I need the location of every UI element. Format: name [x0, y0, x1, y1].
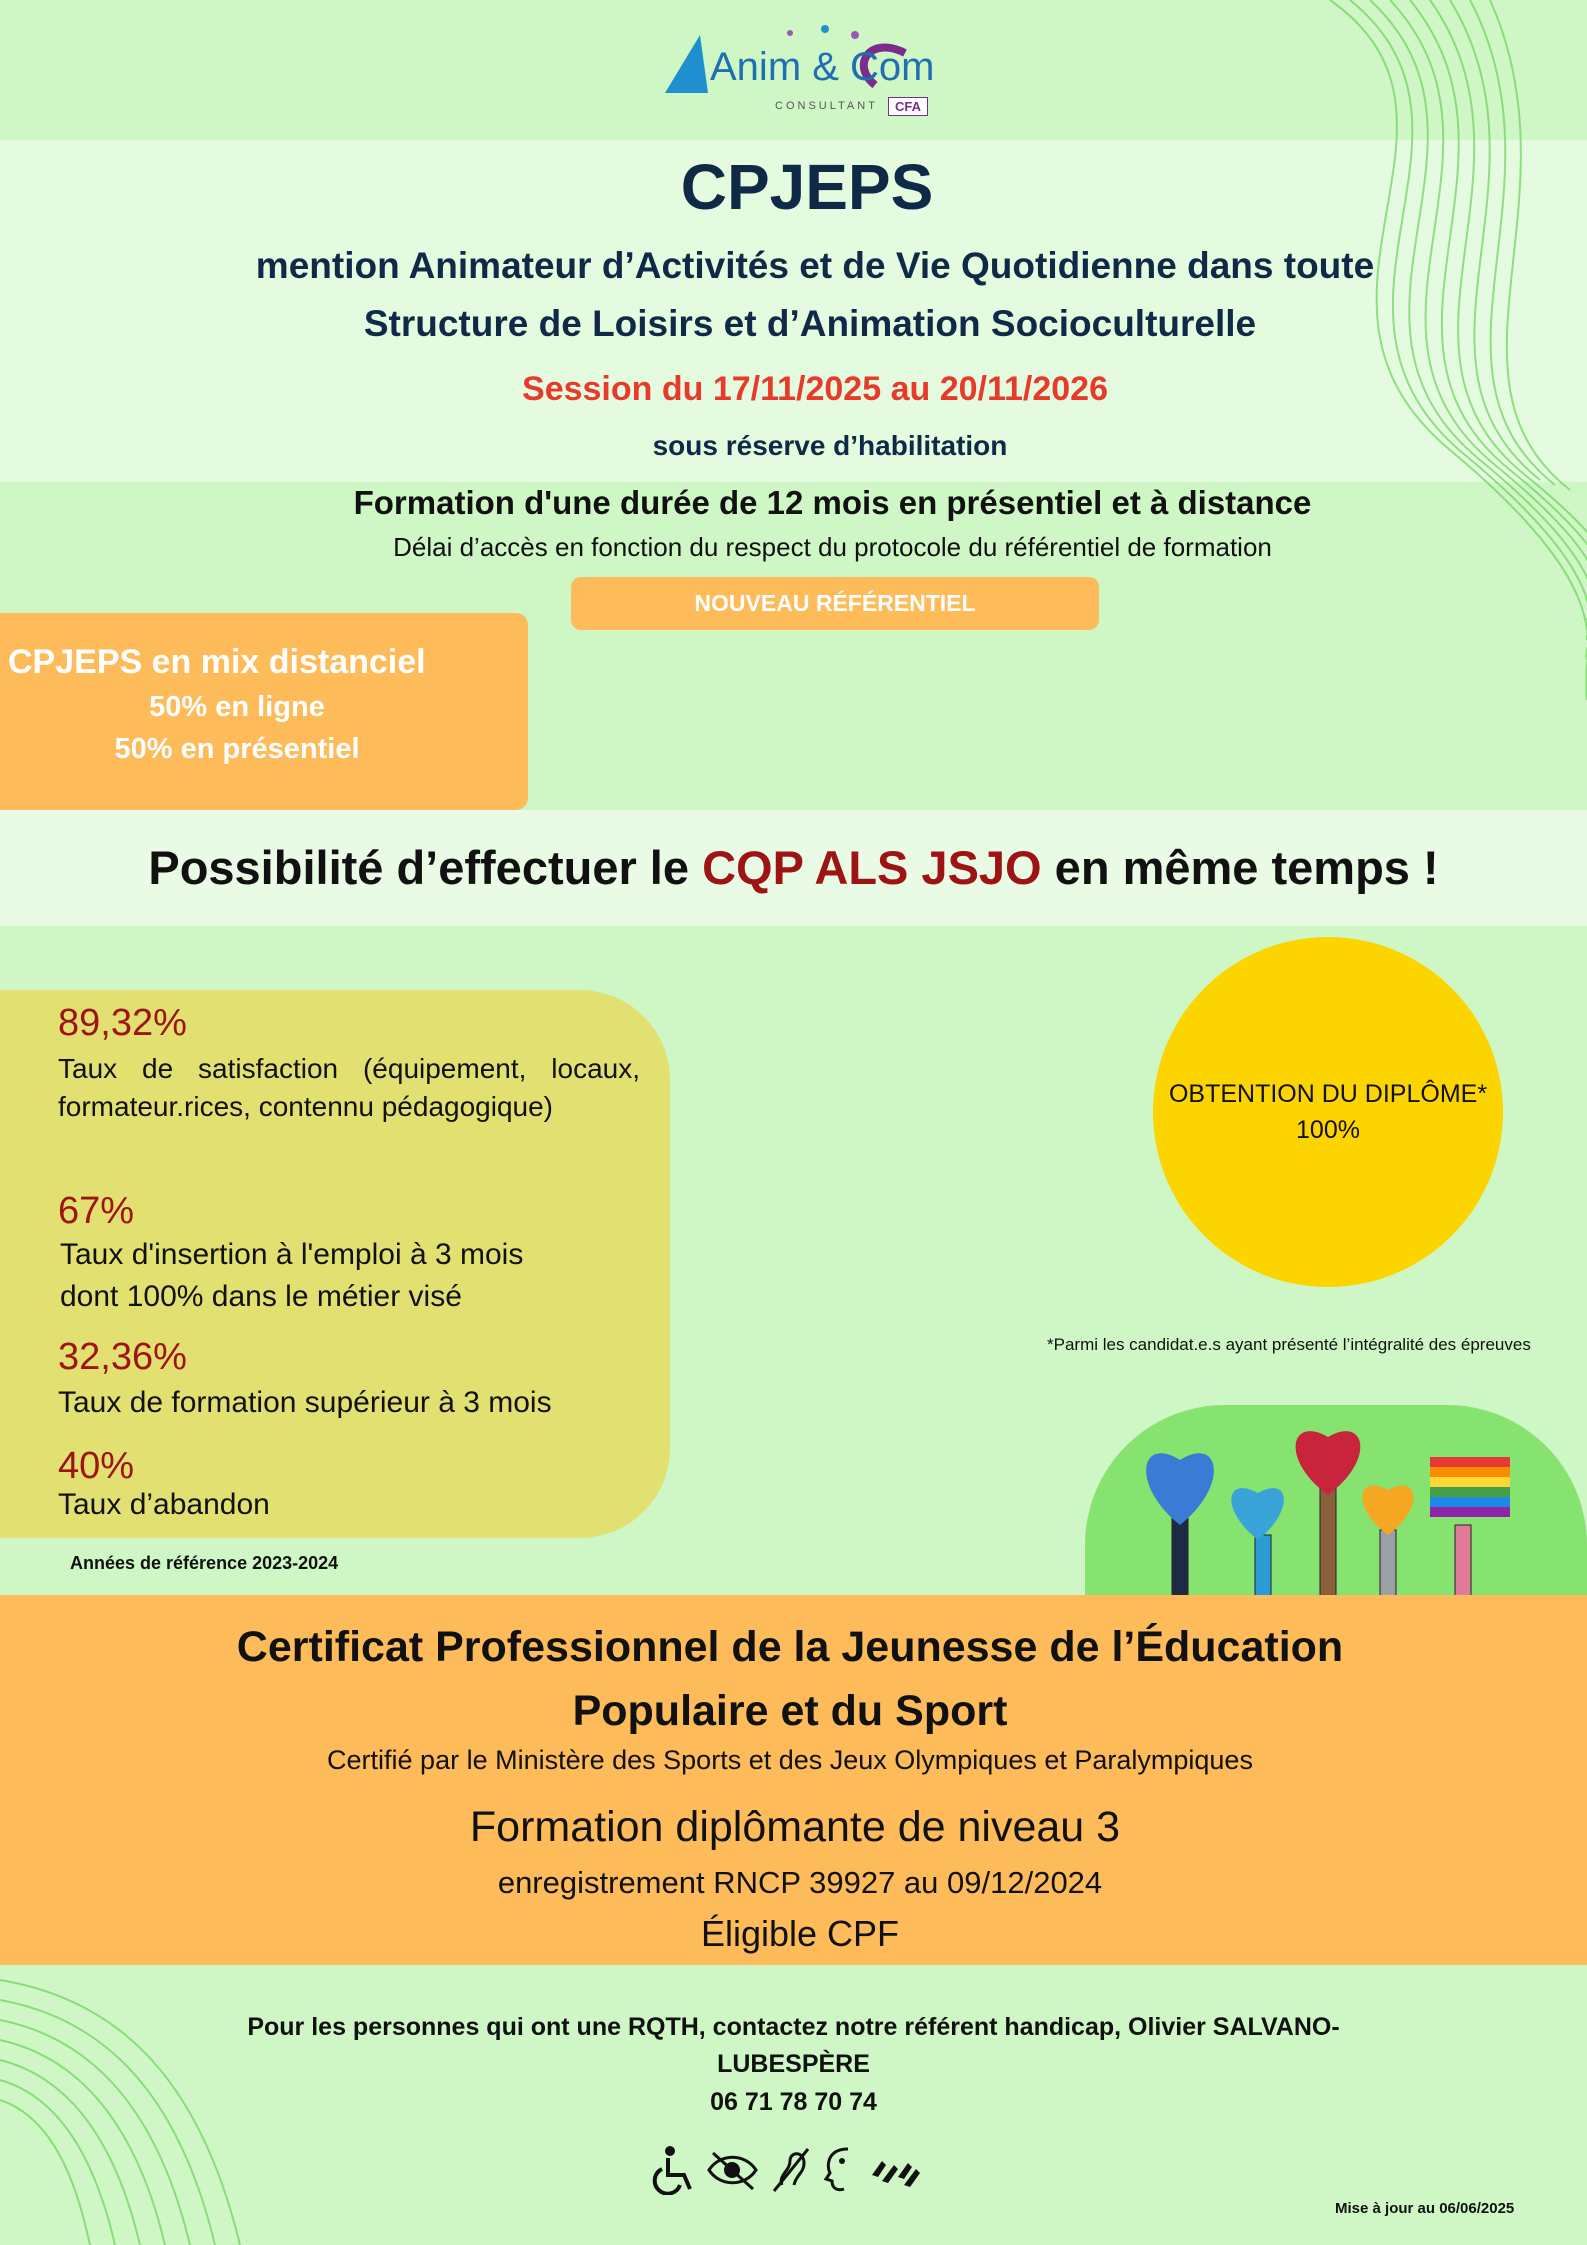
hearts-illustration [1130, 1415, 1530, 1600]
contact-phone: 06 71 78 70 74 [710, 2088, 877, 2116]
stat-label: Taux d'insertion à l'emploi à 3 mois [60, 1238, 524, 1271]
stat-label: Taux d’abandon [58, 1488, 270, 1521]
mix-presential: 50% en présentiel [114, 733, 360, 765]
cognitive-disability-icon [818, 2145, 863, 2195]
logo-badge: CFA [888, 97, 928, 116]
contact-line1: Pour les personnes qui ont une RQTH, contactez notre référent handicap, Olivier SALVANO- [247, 2013, 1340, 2041]
diploma-rate: 100% [1296, 1116, 1360, 1144]
new-referential-badge: NOUVEAU RÉFÉRENTIEL [571, 577, 1099, 630]
hearing-impaired-icon [768, 2145, 813, 2195]
logo-text: Anim & Com [710, 45, 935, 89]
update-date: Mise à jour au 06/06/2025 [1335, 2200, 1515, 2217]
sign-language-icon [868, 2155, 923, 2190]
duration: Formation d'une durée de 12 mois en présentiel et à distance [353, 484, 1312, 521]
contact-line2: LUBESPÈRE [717, 2050, 870, 2078]
certificate-title-line1: Certificat Professionnel de la Jeunesse de l’Éducation [236, 1623, 1344, 1671]
reserve-note: sous réserve d’habilitation [652, 430, 1008, 461]
accessibility-icons [650, 2145, 930, 2195]
stat-label: Taux de formation supérieur à 3 mois [58, 1386, 552, 1419]
logo [660, 25, 960, 125]
session-dates: Session du 17/11/2025 au 20/11/2026 [522, 370, 1108, 408]
mix-title: CPJEPS en mix distanciel [8, 643, 426, 681]
diploma-circle [1153, 937, 1503, 1287]
low-vision-icon [705, 2145, 760, 2195]
stats-box [0, 990, 670, 1538]
mix-distanciel-box [0, 613, 528, 810]
logo-subtext: CONSULTANT [775, 100, 878, 112]
diploma-footnote: *Parmi les candidat.e.s ayant présenté l’intégralité des épreuves [1047, 1335, 1531, 1354]
certificate-title-line2: Populaire et du Sport [572, 1687, 1008, 1735]
cqp-text-after: en même temps ! [1041, 841, 1439, 894]
page-title: CPJEPS [680, 151, 934, 223]
certified-by: Certifié par le Ministère des Sports et des Jeux Olympiques et Paralympiques [327, 1745, 1253, 1775]
diploma-label: OBTENTION DU DIPLÔME* [1168, 1080, 1488, 1108]
cqp-text-before: Possibilité d’effectuer le [148, 841, 703, 894]
stat-value: 32,36% [58, 1336, 187, 1378]
subtitle-line1: mention Animateur d’Activités et de Vie Quotidienne dans toute [255, 245, 1375, 286]
stat-value: 40% [58, 1445, 135, 1487]
subtitle-line2: Structure de Loisirs et d’Animation Socioculturelle [363, 303, 1257, 344]
mix-online: 50% en ligne [149, 691, 325, 723]
diploma-level: Formation diplômante de niveau 3 [469, 1803, 1121, 1851]
stat-label: Taux de satisfaction (équipement, locaux, formateur.rices, contennu pédagogique) [58, 1053, 640, 1122]
cqp-highlight: CQP ALS JSJO [702, 841, 1042, 894]
rncp-registration: enregistrement RNCP 39927 au 09/12/2024 [497, 1865, 1103, 1900]
cqp-announcement [0, 840, 1587, 895]
access-delay: Délai d’accès en fonction du respect du protocole du référentiel de formation [393, 532, 1272, 562]
stat-label: dont 100% dans le métier visé [60, 1280, 462, 1313]
stat-value: 89,32% [58, 1002, 187, 1044]
wheelchair-icon [650, 2145, 698, 2195]
cpf-eligibility: Éligible CPF [700, 1913, 900, 1954]
stats-reference-years: Années de référence 2023-2024 [70, 1553, 339, 1573]
stat-value: 67% [58, 1190, 135, 1232]
